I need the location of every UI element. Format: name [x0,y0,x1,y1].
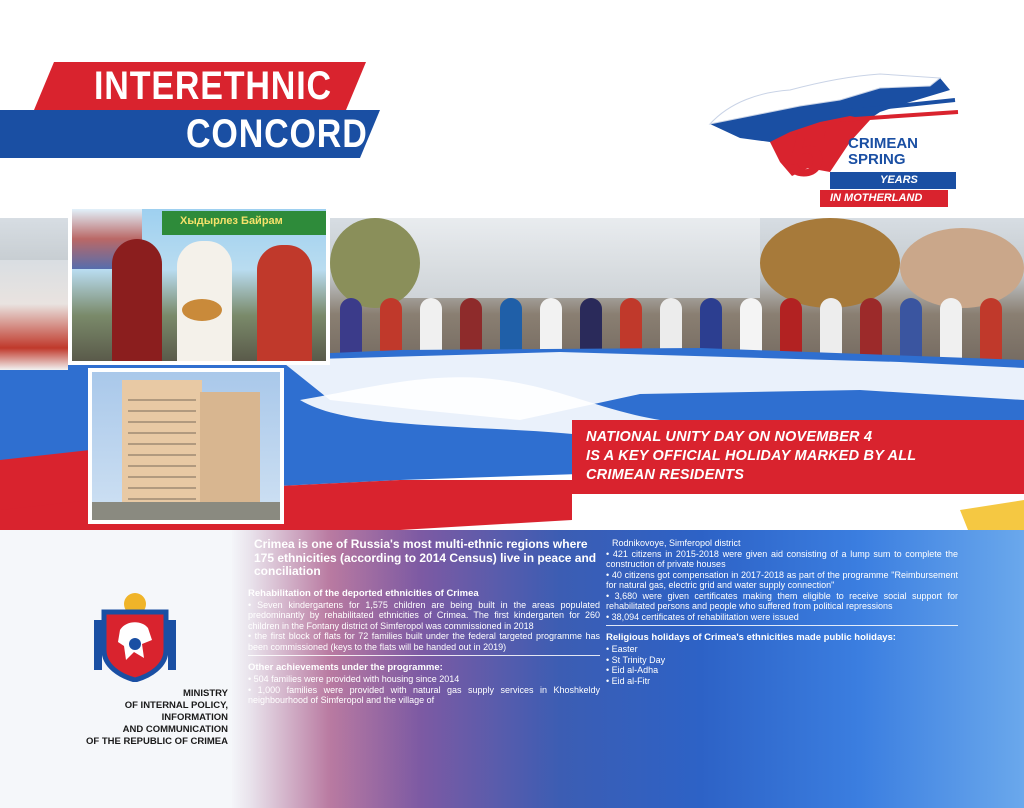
ministry-line: AND COMMUNICATION [122,724,228,735]
crimea-coat-of-arms-icon [90,590,180,682]
divider [248,655,600,656]
rehabilitation-title: Rehabilitation of the deported ethnicities of Crimea [248,587,479,599]
holiday-item: • Easter [606,644,638,654]
logo-motherland-band: IN MOTHERLAND [820,190,948,207]
holiday-item: • Eid al-Fitr [606,675,651,686]
achievements-item: • 3,680 were given certificates making them eligible to receive social support for rehabilitated persons and people who suffered from political repressions [606,590,958,611]
crimean-spring-logo [700,72,960,222]
headline-line-3: CRIMEAN RESIDENTS [586,467,745,483]
text-column-2 [606,538,958,686]
achievements-title: Other achievements under the programme: [248,662,443,673]
girl-figure [257,245,312,365]
title-line-1: INTERETHNIC [94,64,332,108]
headline-box [572,420,1024,494]
ministry-line: OF THE REPUBLIC OF CRIMEA [86,736,228,747]
rehabilitation-item: • the first block of flats for 72 families built under the federal targeted programme has been commissioned (keys to the flats will be handed out in 2019) [248,631,600,652]
holidays-title: Religious holidays of Crimea's ethnicities made public holidays: [606,632,896,643]
street [92,502,284,524]
lead-text: Crimea is one of Russia's most multi-ethnic regions where 175 ethnicities (according to 2014 Census) live in peace and conciliation [254,537,597,578]
text-column-1 [248,538,600,706]
achievements-continued: Rodnikovoye, Simferopol district [612,538,741,548]
window-rows [128,390,196,510]
rehabilitation-item: • Seven kindergartens for 1,575 children are being built in the areas populated predominantly by rehabilitated ethnicities of Crimea. The first kindergarten for 260 children in the Fontany district of Simferopol was commissioned in 2018 [248,599,600,631]
achievements-item: • 38,094 certificates of rehabilitation were issued [606,611,799,622]
achievements-item: • 504 families were provided with housing since 2014 [248,674,460,684]
photo-woman-left [0,260,68,370]
logo-spring: SPRING [848,151,906,168]
green-sign [162,211,330,235]
holiday-item: • St Trinity Day [606,654,666,665]
divider [606,625,958,626]
logo-crimean: CRIMEAN [848,135,918,152]
ministry-line: INFORMATION [161,712,228,723]
headline-line-1: NATIONAL UNITY DAY ON NOVEMBER 4 [586,429,873,445]
ministry-line: MINISTRY [182,688,228,699]
achievements-item: • 1,000 families were provided with natural gas supply services in Khoshkeldy neighbourhood of Simferopol and the village of [248,684,600,705]
title-band-blue [0,110,380,158]
achievements-item: • 40 citizens got compensation in 2017-2018 as part of the programme "Reimbursement for natural gas, electric grid and water supply connection" [606,569,958,590]
ministry-name [18,688,228,748]
bread-loaf [182,299,222,321]
ministry-line: OF INTERNAL POLICY, [124,700,228,711]
headline-line-2: IS A KEY OFFICIAL HOLIDAY MARKED BY ALL [586,448,917,464]
photo-girls-in-costume [68,205,330,365]
logo-number: 5 [788,116,825,190]
girl-figure [112,239,162,365]
logo-years-band: YEARS [830,172,956,189]
holiday-item: • Eid al-Adha [606,665,659,675]
title-band-red [34,62,366,110]
photo-apartment-building [88,368,284,524]
sign-text: Хыдырлез Байрам [180,215,283,227]
achievements-item: • 421 citizens in 2015-2018 were given aid consisting of a lump sum to complete the construction of private houses [606,548,958,569]
title-line-2: CONCORD [186,112,368,156]
